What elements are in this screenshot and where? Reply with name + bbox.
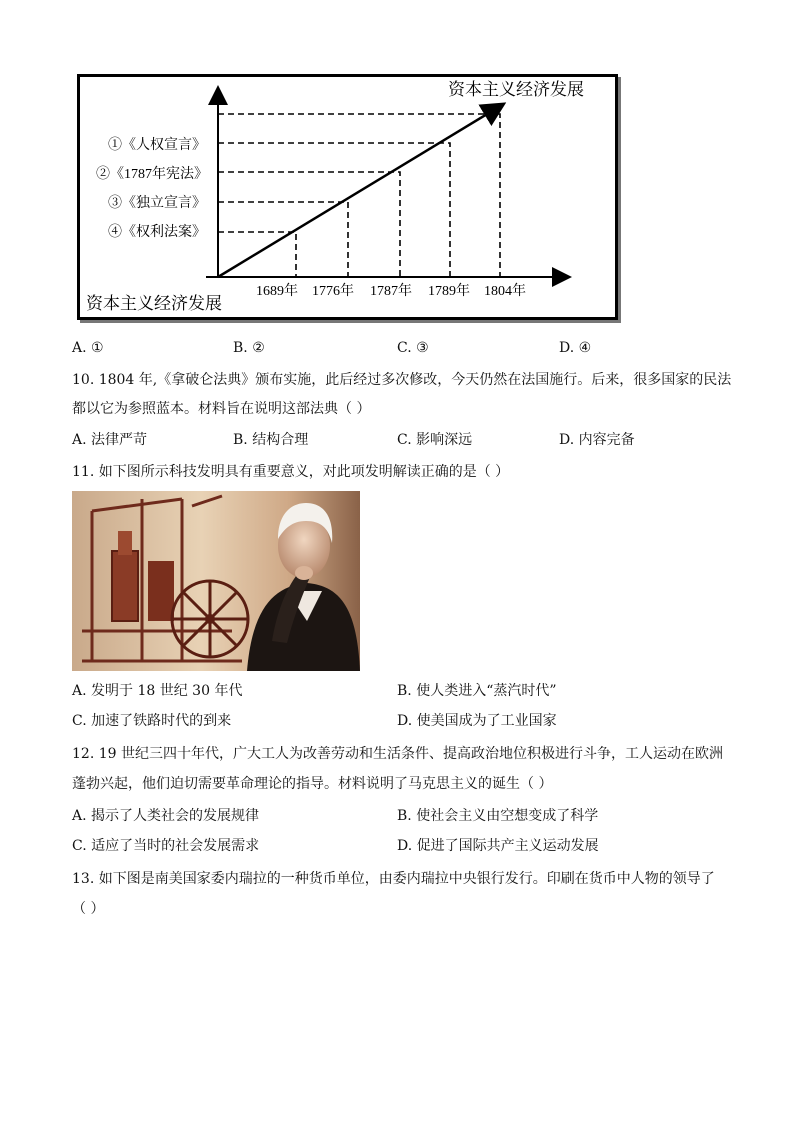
q13-stem-line1: 13. 如下图是南美国家委内瑞拉的一种货币单位，由委内瑞拉中央银行发行。印刷在货币中人物的领导了 [72, 871, 715, 887]
q12-stem-line1: 12. 19 世纪三四十年代，广大工人为改善劳动和生活条件、提高政治地位积极进行斗争，工人运动在欧洲 [72, 746, 723, 762]
q10-option-d: D. 内容完备 [559, 432, 635, 448]
q9-option-b: B. ② [233, 340, 265, 356]
q10-option-b: B. 结构合理 [233, 432, 309, 448]
steam-engine-illustration [72, 491, 360, 671]
q12-stem-line2: 蓬勃兴起，他们迫切需要革命理论的指导。材料说明了马克思主义的诞生（ ） [72, 776, 553, 792]
trend-arrow [218, 105, 502, 277]
q11-option-a: A. 发明于 18 世纪 30 年代 [72, 683, 243, 699]
q12-option-c: C. 适应了当时的社会发展需求 [72, 838, 260, 854]
steam-engine-watt-photo [72, 491, 360, 671]
x-label-1689: 1689年 [256, 284, 298, 299]
x-label-1789: 1789年 [428, 284, 470, 299]
q9-option-d: D. ④ [559, 340, 592, 356]
y-label-2: ②《1787年宪法》 [96, 167, 208, 182]
y-label-3: ③《独立宣言》 [108, 196, 206, 211]
y-label-1: ①《人权宣言》 [108, 138, 206, 153]
x-label-1804: 1804年 [484, 284, 526, 299]
q10-option-c: C. 影响深远 [397, 432, 473, 448]
q11-option-d: D. 使美国成为了工业国家 [397, 713, 557, 729]
q12-option-b: B. 使社会主义由空想变成了科学 [397, 808, 599, 824]
q12-option-d: D. 促进了国际共产主义运动发展 [397, 838, 599, 854]
y-label-4: ④《权利法案》 [108, 225, 206, 240]
x-label-1787: 1787年 [370, 284, 412, 299]
q9-option-c: C. ③ [397, 340, 429, 356]
timeline-diagram [80, 77, 615, 317]
q9-option-a: A. ① [72, 340, 104, 356]
q13-stem-line2: （ ） [72, 901, 105, 917]
x-label-1776: 1776年 [312, 284, 354, 299]
q11-option-c: C. 加速了铁路时代的到来 [72, 713, 232, 729]
q11-option-b: B. 使人类进入“蒸汽时代” [397, 683, 557, 699]
q11-stem: 11. 如下图所示科技发明具有重要意义，对此项发明解读正确的是（ ） [72, 464, 510, 480]
bottom-left-label: 资本主义经济发展 [86, 294, 222, 313]
q10-stem-line2: 都以它为参照蓝本。材料旨在说明这部法典（ ） [72, 401, 371, 417]
q10-stem-line1: 10. 1804 年,《拿破仑法典》颁布实施，此后经过多次修改，今天仍然在法国施行。后来，很多国家的民法 [72, 372, 732, 388]
constitution-timeline-figure [77, 74, 618, 320]
top-right-label: 资本主义经济发展 [448, 80, 584, 99]
q12-option-a: A. 揭示了人类社会的发展规律 [72, 808, 260, 824]
q10-option-a: A. 法律严苛 [72, 432, 148, 448]
